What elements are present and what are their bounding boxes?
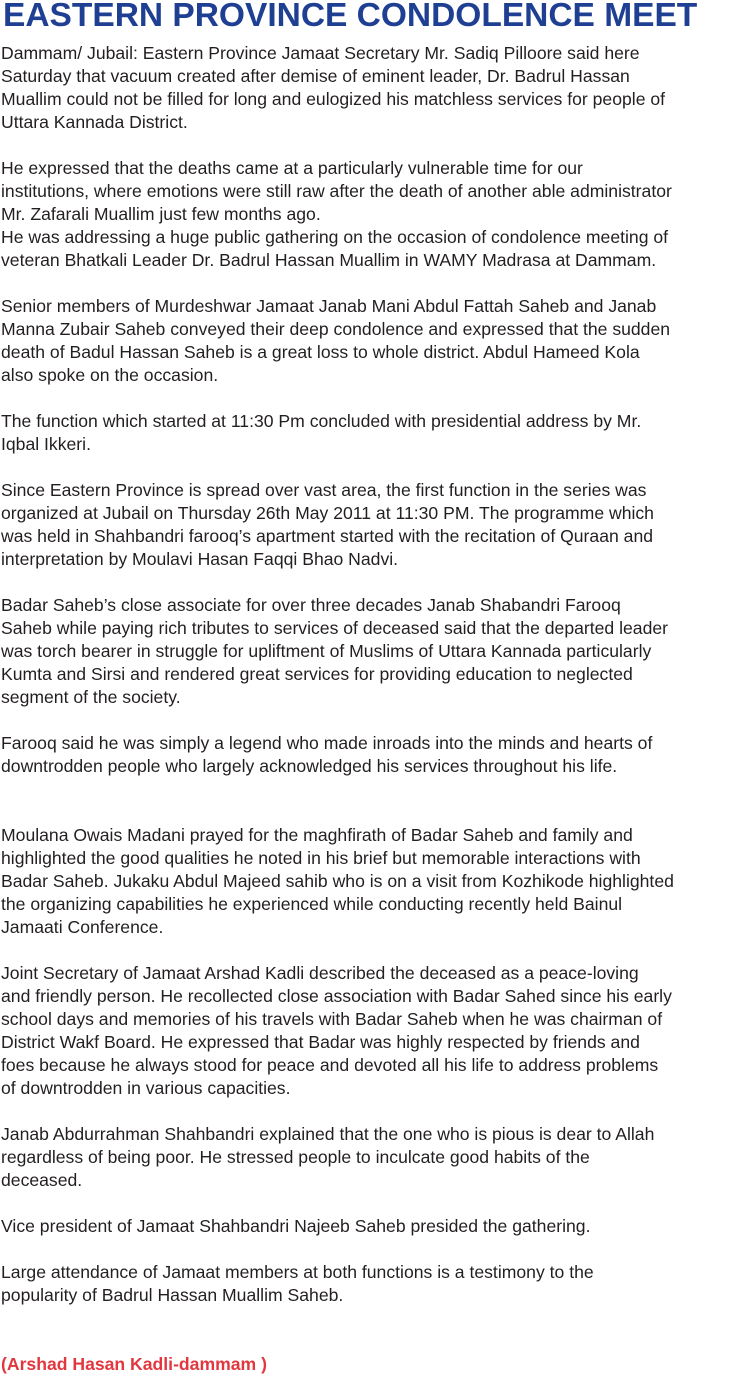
paragraph-line: Mr. Zafarali Muallim just few months ago. xyxy=(1,204,321,224)
paragraph-line: was held in Shahbandri farooq’s apartment started with the recitation of Quraan and xyxy=(1,526,654,546)
paragraph-spacer xyxy=(1,709,740,732)
paragraph-line: highlighted the good qualities he noted in his brief but memorable interactions with xyxy=(1,848,641,868)
paragraph-line: segment of the society. xyxy=(1,687,181,707)
paragraph xyxy=(1,594,740,709)
paragraph-line: Since Eastern Province is spread over vast area, the first function in the series was xyxy=(1,480,647,500)
paragraph-line: Saturday that vacuum created after demise of eminent leader, Dr. Badrul Hassan xyxy=(1,66,630,86)
paragraph xyxy=(1,295,740,387)
paragraph-line: Manna Zubair Saheb conveyed their deep condolence and expressed that the sudden xyxy=(1,319,671,339)
paragraph-line: Large attendance of Jamaat members at both functions is a testimony to the xyxy=(1,1262,594,1282)
paragraph xyxy=(1,1261,740,1307)
paragraph-line: Uttara Kannada District. xyxy=(1,112,188,132)
paragraph-line: organized at Jubail on Thursday 26th May 2011 at 11:30 PM. The programme which xyxy=(1,503,654,523)
paragraph xyxy=(1,42,740,134)
paragraph-line: Moulana Owais Madani prayed for the maghfirath of Badar Saheb and family and xyxy=(1,825,633,845)
paragraph-line: regardless of being poor. He stressed people to inculcate good habits of the xyxy=(1,1147,590,1167)
article-body xyxy=(1,42,740,1376)
paragraph-spacer xyxy=(1,1192,740,1215)
paragraph-line: Farooq said he was simply a legend who made inroads into the minds and hearts of xyxy=(1,733,653,753)
paragraph-spacer xyxy=(1,272,740,295)
paragraph-line: school days and memories of his travels with Badar Saheb when he was chairman of xyxy=(1,1009,663,1029)
paragraph-spacer xyxy=(1,387,740,410)
paragraph xyxy=(1,1123,740,1192)
paragraph-line: Jamaati Conference. xyxy=(1,917,164,937)
paragraph-line: death of Badul Hassan Saheb is a great loss to whole district. Abdul Hameed Kola xyxy=(1,342,640,362)
paragraph-line: downtrodden people who largely acknowledged his services throughout his life. xyxy=(1,756,618,776)
paragraph-spacer xyxy=(1,571,740,594)
paragraph xyxy=(1,732,740,778)
paragraph-line: Iqbal Ikkeri. xyxy=(1,434,91,454)
paragraph-line: The function which started at 11:30 Pm concluded with presidential address by Mr. xyxy=(1,411,642,431)
paragraph-line: foes because he always stood for peace and devoted all his life to address problems xyxy=(1,1055,659,1075)
paragraph-line: He was addressing a huge public gathering on the occasion of condolence meeting of xyxy=(1,227,669,247)
paragraph-line: Senior members of Murdeshwar Jamaat Janab Mani Abdul Fattah Saheb and Janab xyxy=(1,296,657,316)
paragraph-spacer xyxy=(1,778,740,824)
paragraph-line: was torch bearer in struggle for upliftment of Muslims of Uttara Kannada particularly xyxy=(1,641,652,661)
paragraph-spacer xyxy=(1,1100,740,1123)
paragraph-line: and friendly person. He recollected close association with Badar Sahed since his early xyxy=(1,986,672,1006)
paragraph-line: veteran Bhatkali Leader Dr. Badrul Hassan Muallim in WAMY Madrasa at Dammam. xyxy=(1,250,657,270)
paragraph-line: popularity of Badrul Hassan Muallim Saheb. xyxy=(1,1285,344,1305)
paragraph-line: also spoke on the occasion. xyxy=(1,365,219,385)
paragraph-line: Vice president of Jamaat Shahbandri Najeeb Saheb presided the gathering. xyxy=(1,1216,591,1236)
paragraph xyxy=(1,1215,740,1238)
paragraph-line: Dammam/ Jubail: Eastern Province Jamaat Secretary Mr. Sadiq Pilloore said here xyxy=(1,43,640,63)
paragraph-spacer xyxy=(1,134,740,157)
paragraph xyxy=(1,410,740,456)
paragraph xyxy=(1,824,740,939)
paragraph-line: Janab Abdurrahman Shahbandri explained that the one who is pious is dear to Allah xyxy=(1,1124,655,1144)
paragraph-line: deceased. xyxy=(1,1170,83,1190)
paragraph-spacer xyxy=(1,456,740,479)
paragraph-line: He expressed that the deaths came at a particularly vulnerable time for our xyxy=(1,158,583,178)
article-title: EASTERN PROVINCE CONDOLENCE MEET xyxy=(3,0,698,34)
paragraph-spacer xyxy=(1,1307,740,1353)
paragraph-line: Badar Saheb. Jukaku Abdul Majeed sahib who is on a visit from Kozhikode highlighted xyxy=(1,871,674,891)
paragraph xyxy=(1,479,740,571)
paragraph-line: Kumta and Sirsi and rendered great services for providing education to neglected xyxy=(1,664,633,684)
paragraph-line: of downtrodden in various capacities. xyxy=(1,1078,291,1098)
paragraph-line: Muallim could not be filled for long and eulogized his matchless services for people of xyxy=(1,89,666,109)
paragraph-line: Badar Saheb’s close associate for over three decades Janab Shabandri Farooq xyxy=(1,595,621,615)
paragraph-line: interpretation by Moulavi Hasan Faqqi Bhao Nadvi. xyxy=(1,549,399,569)
paragraph-spacer xyxy=(1,939,740,962)
paragraph-spacer xyxy=(1,1238,740,1261)
paragraph-line: the organizing capabilities he experienced while conducting recently held Bainul xyxy=(1,894,623,914)
paragraph-line: Joint Secretary of Jamaat Arshad Kadli described the deceased as a peace-loving xyxy=(1,963,639,983)
paragraph xyxy=(1,962,740,1100)
paragraph-line: District Wakf Board. He expressed that Badar was highly respected by friends and xyxy=(1,1032,640,1052)
paragraph-line: institutions, where emotions were still raw after the death of another able administrator xyxy=(1,181,672,201)
author-byline: (Arshad Hasan Kadli-dammam ) xyxy=(1,1354,267,1374)
paragraph xyxy=(1,157,740,272)
paragraph-line: Saheb while paying rich tributes to services of deceased said that the departed leader xyxy=(1,618,669,638)
